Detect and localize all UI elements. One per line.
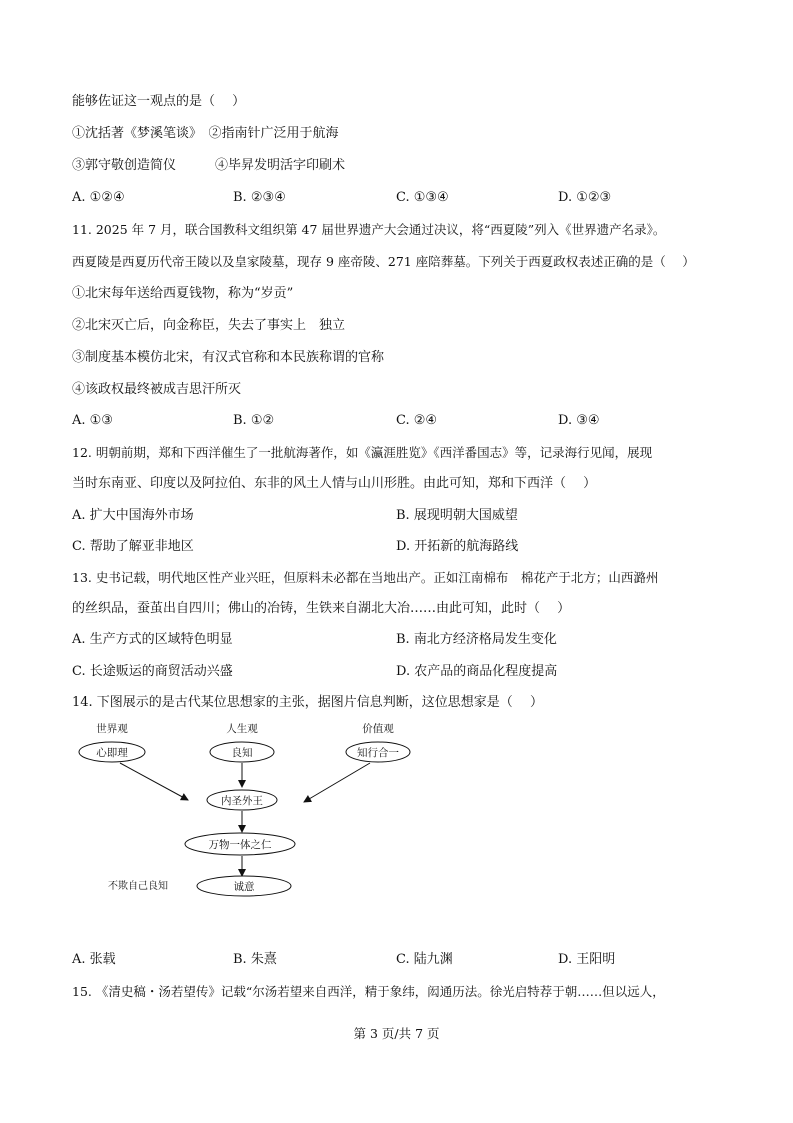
q10-statements-3-4: ③郭守敬创造简仪 ④毕昇发明活字印刷术 — [72, 158, 346, 173]
q11-statement-2: ②北宋灭亡后，向金称臣，失去了事实上 独立 — [72, 318, 346, 333]
q13-option-d: D. 农产品的商品化程度提高 — [396, 664, 558, 679]
label-valueview: 价值观 — [362, 723, 394, 735]
q15-stem-line-1: 15. 《清史稿・汤若望传》记载“尔汤若望来自西洋，精于象纬，闳通历法。徐光启特荐于朝……但以远人， — [72, 984, 665, 999]
q12-stem-line-2: 当时东南亚、印度以及阿拉伯、东非的风土人情与山川形胜。由此可知，郑和下西洋（ ） — [72, 476, 597, 491]
q11-stem-line-1: 11. 2025 年 7 月，联合国教科文组织第 47 届世界遗产大会通过决议，将“西夏陵”列入《世界遗产名录》。 — [72, 222, 666, 237]
q12-option-d: D. 开拓新的航海路线 — [396, 539, 519, 554]
q10-option-d: D. ①②③ — [558, 190, 612, 205]
node-liangzhi: 良知 — [231, 747, 253, 759]
page-footer: 第 3 页/共 7 页 — [353, 1026, 440, 1041]
arrow-zhixing-to-neisheng — [304, 763, 370, 802]
q11-stem-line-2: 西夏陵是西夏历代帝王陵以及皇家陵墓，现存 9 座帝陵、271 座陪葬墓。下列关于西夏政权表述正确的是（ ） — [72, 254, 695, 269]
arrow-xinjili-to-neisheng — [120, 763, 188, 800]
q12-stem-line-1: 12. 明朝前期，郑和下西洋催生了一批航海著作，如《瀛涯胜览》《西洋番国志》等，记录海行见闻，展现 — [72, 445, 653, 460]
q12-option-a: A. 扩大中国海外市场 — [72, 508, 194, 523]
q13-option-a: A. 生产方式的区域特色明显 — [72, 632, 233, 647]
q12-option-b: B. 展现明朝大国威望 — [396, 508, 518, 523]
node-wanwu: 万物一体之仁 — [208, 839, 272, 851]
q13-stem-line-2: 的丝织品，蚕茧出自四川；佛山的冶铸，生铁来自湖北大冶……由此可知，此时（ ） — [72, 601, 571, 616]
q10-statements-1-2: ①沈括著《梦溪笔谈》 ②指南针广泛用于航海 — [72, 126, 339, 141]
q13-stem-line-1: 13. 史书记载，明代地区性产业兴旺，但原料未必都在当地出产。正如江南棉布 棉花产于北方；山西潞州 — [72, 570, 659, 585]
q10-option-b: B. ②③④ — [233, 190, 286, 205]
q11-statement-1: ①北宋每年送给西夏钱物，称为“岁贡” — [72, 286, 294, 301]
q14-option-c: C. 陆九渊 — [396, 952, 453, 967]
q10-stem-end: 能够佐证这一观点的是（ ） — [72, 94, 246, 109]
q11-option-a: A. ①③ — [72, 413, 113, 428]
q10-option-a: A. ①②④ — [72, 190, 125, 205]
q11-statement-4: ④该政权最终被成吉思汗所灭 — [72, 382, 242, 397]
q14-stem: 14. 下图展示的是古代某位思想家的主张，据图片信息判断，这位思想家是（ ） — [72, 695, 543, 710]
q11-option-c: C. ②④ — [396, 413, 438, 428]
node-neishengwaiwang: 内圣外王 — [221, 795, 263, 807]
q12-option-c: C. 帮助了解亚非地区 — [72, 539, 194, 554]
q11-option-d: D. ③④ — [558, 413, 600, 428]
label-worldview: 世界观 — [96, 723, 128, 735]
q11-statement-3: ③制度基本模仿北宋，有汉式官称和本民族称谓的官称 — [72, 350, 385, 365]
q13-option-c: C. 长途贩运的商贸活动兴盛 — [72, 664, 233, 679]
label-bugi: 不欺自己良知 — [108, 881, 168, 892]
q14-option-b: B. 朱熹 — [233, 952, 277, 967]
q11-option-b: B. ①② — [233, 413, 275, 428]
q13-option-b: B. 南北方经济格局发生变化 — [396, 632, 557, 647]
q10-option-c: C. ①③④ — [396, 190, 449, 205]
node-zhixingheyi: 知行合一 — [357, 747, 399, 759]
label-lifeview: 人生观 — [226, 723, 258, 735]
node-xinjili: 心即理 — [96, 747, 128, 759]
node-chengyi: 诚意 — [233, 881, 255, 893]
q14-option-d: D. 王阳明 — [558, 952, 616, 967]
q14-option-a: A. 张载 — [72, 952, 116, 967]
wang-yangming-thought-diagram — [72, 720, 412, 910]
